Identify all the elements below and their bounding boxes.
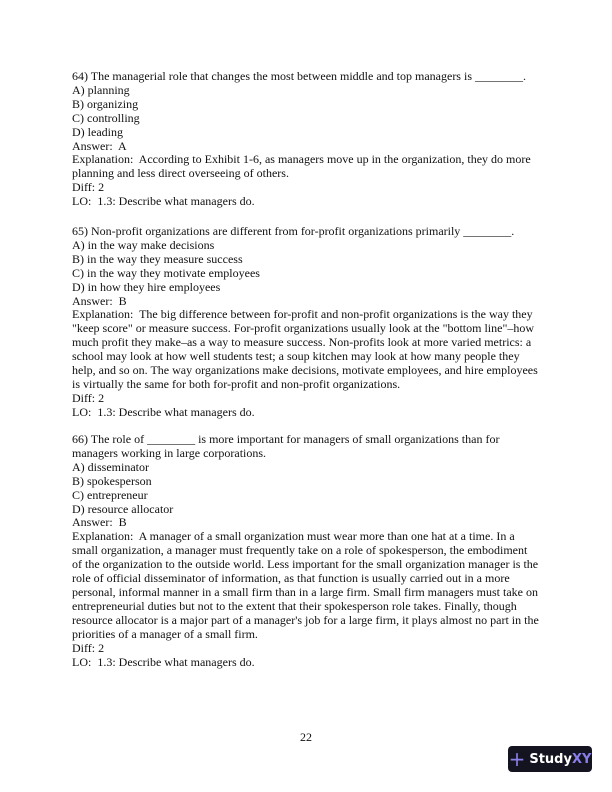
explanation-text: much profit they make–as a way to measure success. Non-profits look at more varied metrics: a: [72, 335, 532, 350]
question-stem: 65) Non-profit organizations are different from for-profit organizations primarily ________.: [72, 224, 515, 238]
difficulty: Diff: 2: [72, 390, 105, 405]
answer-option: D) leading: [72, 124, 123, 139]
page-number: 22: [300, 730, 312, 744]
explanation-text: school may look at how well students test; a soup kitchen may look at how many people they: [72, 349, 520, 364]
explanation-text: is virtually the same for both for-profit and non-profit organizations.: [72, 376, 401, 391]
explanation-text: Explanation: According to Exhibit 1-6, as managers move up in the organization, they do more: [72, 152, 531, 167]
answer-option: C) controlling: [72, 110, 140, 125]
learning-objective: LO: 1.3: Describe what managers do.: [72, 404, 255, 419]
answer-option: B) organizing: [72, 96, 139, 111]
answer-option: A) planning: [72, 82, 130, 97]
question-65: [72, 225, 552, 420]
answer-option: D) resource allocator: [72, 501, 174, 516]
explanation-text: personal, informal manner in a small firm than in a large firm. Small firm managers must take on: [72, 584, 538, 599]
answer-option: A) in the way make decisions: [72, 237, 215, 252]
explanation-text: resource allocator is a major part of a manager's job for a large firm, it plays almost no part in the: [72, 612, 539, 627]
answer-option: B) spokesperson: [72, 473, 152, 488]
question-stem: managers working in large corporations.: [72, 445, 267, 460]
difficulty: Diff: 2: [72, 640, 105, 655]
explanation-text: Explanation: A manager of a small organization must wear more than one hat at a time. In a: [72, 529, 515, 544]
explanation-text: priorities of a manager of a small firm.: [72, 626, 258, 641]
explanation-text: Explanation: The big difference between for-profit and non-profit organizations is the way they: [72, 307, 533, 322]
difficulty: Diff: 2: [72, 180, 105, 195]
studyxy-badge[interactable]: [508, 746, 592, 772]
explanation-text: entrepreneurial duties but not to the extent that their spokesperson role takes. Finally, though: [72, 598, 517, 613]
answer-option: B) in the way they measure success: [72, 251, 243, 266]
learning-objective: LO: 1.3: Describe what managers do.: [72, 194, 255, 209]
answer-key: Answer: B: [72, 515, 127, 530]
answer-option: A) disseminator: [72, 459, 149, 474]
explanation-text: planning and less direct overseeing of others.: [72, 166, 289, 181]
answer-option: C) entrepreneur: [72, 487, 148, 502]
answer-key: Answer: A: [72, 138, 127, 153]
question-stem: 66) The role of ________ is more important for managers of small organizations than for: [72, 432, 500, 446]
brand-xy: XY: [571, 751, 592, 767]
explanation-text: small organization, a manager must frequently take on a role of spokesperson, the embodiment: [72, 543, 528, 558]
learning-objective: LO: 1.3: Describe what managers do.: [72, 654, 255, 669]
answer-option: D) in how they hire employees: [72, 279, 221, 294]
plus-icon: +: [508, 747, 526, 771]
answer-option: C) in the way they motivate employees: [72, 265, 260, 280]
question-66: [72, 433, 552, 669]
brand-study: Study: [529, 751, 572, 767]
explanation-text: of the organization to the outside world. Less important for the small organization manager is the: [72, 557, 539, 572]
question-64: [72, 70, 552, 209]
answer-key: Answer: B: [72, 293, 127, 308]
question-stem: 64) The managerial role that changes the most between middle and top managers is ________.: [72, 69, 526, 83]
explanation-text: "keep score" or measure success. For-profit organizations usually look at the "bottom line"–how: [72, 321, 535, 336]
explanation-text: role of official disseminator of information, as that function is usually carried out in a more: [72, 571, 510, 586]
explanation-text: help, and so on. The way organizations make decisions, motivate employees, and hire employees: [72, 363, 538, 378]
